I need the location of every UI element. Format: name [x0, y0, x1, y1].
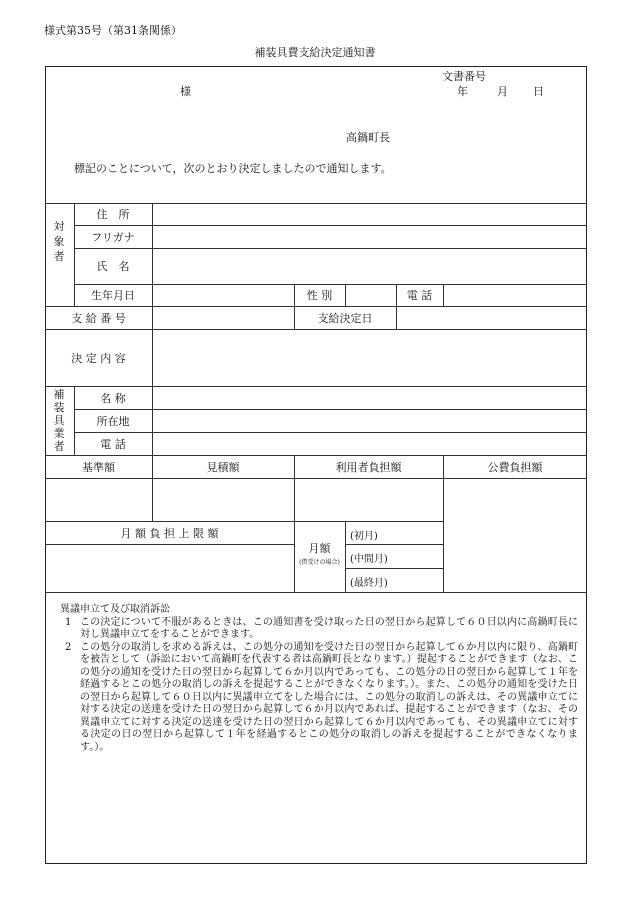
note-item	[60, 617, 578, 642]
date-day: 日	[533, 85, 544, 98]
note-number: 2	[65, 641, 72, 653]
appeal-notes	[60, 604, 578, 754]
public-share-label: 公費負担額	[487, 460, 543, 474]
first-month-label: (初月)	[350, 531, 378, 542]
monthly-label: 月額	[308, 542, 331, 555]
note-text: この処分の取消しを求める訴えは、この処分の通知を受けた日の翌日から起算して６か月以内に限り、高鍋町を被告として（訴訟において高鍋町を代表する者は高鍋町長となります。）提起することができます（なお、この処分の通知を受けた日の翌日から起算して６か月以内であっても、この処分の日の翌日から起算して１年を経過するとこの処分の取消しの訴えを提起することができなくなります。）。また、この処分の通知を受けた日の翌日から起算して６０日以内に異議申立てをした場合には、この処分の取消しの訴えは、その異議申立てに対する決定の送達を受けた日の翌日から起算して６か月以内であれば、提起することができます（なお、その異議申立てに対する決定の送達を受けた日の翌日から起算して６か月以内であっても、その異議申立てに対する決定の日の翌日から起算して１年を経過するとこの処分の取消しの訴えを提起することができなくなります。）。	[80, 641, 578, 753]
birthdate-label: 生年月日	[91, 289, 135, 302]
notes-heading: 異議申立て及び取消訴訟	[60, 604, 170, 615]
estimate-amount-label: 見積額	[206, 460, 240, 474]
issuer-name: 高鍋町長	[346, 131, 390, 144]
divider	[152, 478, 153, 521]
subject-group-label: 対象者	[53, 220, 65, 263]
decision-date-label: 支給決定日	[317, 311, 373, 325]
divider	[345, 284, 346, 306]
intro-text: 標記のことについて，次のとおり決定しましたので通知します。	[74, 162, 392, 175]
doc-number-label: 文書番号	[442, 70, 486, 83]
date-month: 月	[497, 85, 508, 98]
note-item	[60, 642, 578, 755]
divider	[45, 478, 587, 479]
divider	[345, 568, 443, 569]
divider	[45, 592, 587, 593]
last-month-label: (最終月)	[350, 578, 388, 589]
payment-number-label: 支 給 番 号	[71, 311, 126, 325]
divider	[45, 544, 294, 545]
vendor-location-label: 所在地	[96, 414, 130, 428]
form-number: 様式第35号（第31条関係）	[44, 24, 182, 37]
divider	[152, 203, 153, 478]
divider	[345, 544, 443, 545]
monthly-note: (借受けの場合)	[299, 558, 340, 566]
date-year: 年	[457, 85, 468, 98]
addressee-suffix: 様	[180, 85, 191, 98]
vendor-name-label: 名 称	[100, 391, 126, 405]
vendor-group-label: 補装具業者	[53, 388, 65, 453]
middle-month-label: (中間月)	[350, 554, 388, 565]
document-title: 補装具費支給決定通知書	[254, 46, 376, 59]
divider	[345, 521, 346, 592]
note-text: この決定について不服があるときは、この通知書を受け取った日の翌日から起算して６０日以内に高鍋町長に対し異議申立てをすることができます。	[80, 616, 578, 640]
user-share-label: 利用者負担額	[335, 460, 402, 474]
gender-label: 性 別	[306, 289, 333, 302]
base-amount-label: 基準額	[82, 460, 115, 474]
vendor-phone-label: 電 話	[100, 437, 126, 451]
note-number: 1	[65, 616, 72, 628]
name-label: 氏 名	[96, 260, 130, 273]
furigana-label: フリガナ	[91, 230, 135, 244]
monthly-limit-label: 月 額 負 担 上 限 額	[120, 526, 219, 540]
decision-content-label: 決 定 内 容	[71, 351, 126, 365]
divider	[443, 284, 444, 306]
phone-label: 電 話	[406, 289, 433, 302]
address-label: 住 所	[96, 208, 130, 221]
